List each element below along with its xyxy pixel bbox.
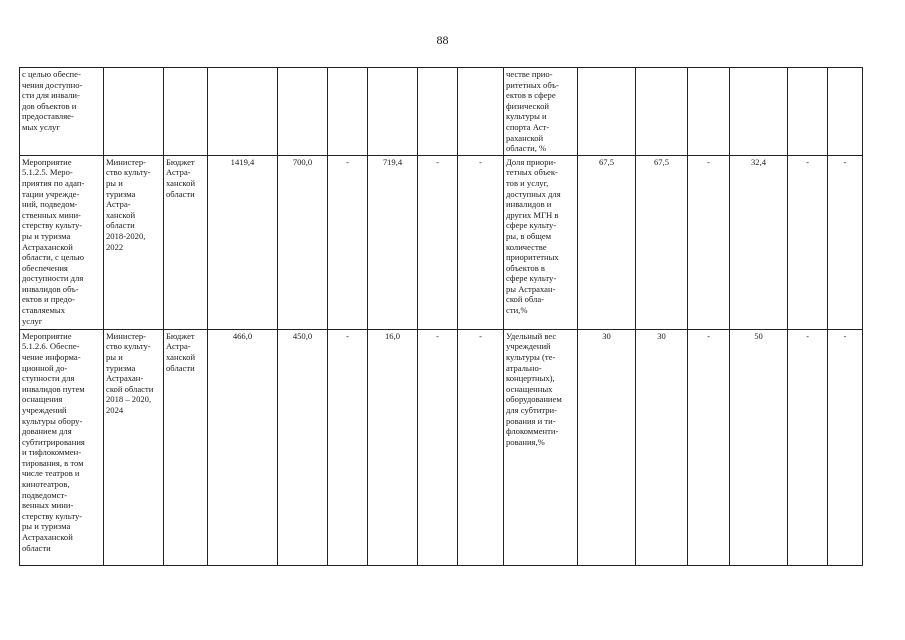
funding-source-cell	[164, 68, 208, 156]
total-cell: 1419,4	[208, 155, 278, 329]
indicator-value-cell: -	[828, 329, 863, 565]
year-value-cell	[418, 68, 458, 156]
total-cell: 466,0	[208, 329, 278, 565]
indicator-value-cell: -	[688, 155, 730, 329]
year-value-cell: 719,4	[368, 155, 418, 329]
indicator-cell: честве прио- ритетных объ- ектов в сфере физической культуры и спорта Аст- раханской области, %	[504, 68, 578, 156]
year-value-cell: -	[458, 155, 504, 329]
executor-cell: Министер- ство культу- ры и туризма Астра- ханской области 2018-2020, 2022	[104, 155, 164, 329]
year-value-cell: 16,0	[368, 329, 418, 565]
year-value-cell	[368, 68, 418, 156]
indicator-value-cell: 67,5	[578, 155, 636, 329]
total-cell	[208, 68, 278, 156]
funding-source-cell: Бюджет Астра- ханской области	[164, 155, 208, 329]
year-value-cell	[278, 68, 328, 156]
activity-cell: Мероприятие 5.1.2.5. Меро- приятия по адап- тации учрежде- ний, подведом- ственных мини- стерству культу- ры и туризма Астраханской области, с целью обеспечения доступности для инвалидов объ- ектов и предо- ставляемых услуг	[20, 155, 104, 329]
year-value-cell: -	[418, 329, 458, 565]
year-value-cell: -	[328, 155, 368, 329]
indicator-value-cell: -	[788, 329, 828, 565]
year-value-cell	[458, 68, 504, 156]
indicator-value-cell	[788, 68, 828, 156]
indicator-value-cell: 32,4	[730, 155, 788, 329]
indicator-value-cell: -	[788, 155, 828, 329]
year-value-cell: -	[418, 155, 458, 329]
activity-cell: Мероприятие 5.1.2.6. Обеспе- чение информа- ционной до- ступности для инвалидов путем оснащения учреждений культуры обору- дованием для субтитрирования и тифлокоммен- тирования, в том числе театров и кинотеатров, подведомст- венных мини- стерству культу- ры и туризма Астраханской области	[20, 329, 104, 565]
funding-source-cell: Бюджет Астра- ханской области	[164, 329, 208, 565]
executor-cell	[104, 68, 164, 156]
indicator-value-cell	[730, 68, 788, 156]
table-row	[20, 329, 863, 565]
year-value-cell: -	[458, 329, 504, 565]
executor-cell: Министер- ство культу- ры и туризма Астрахан- ской области 2018 – 2020, 2024	[104, 329, 164, 565]
program-activities-table	[19, 67, 863, 566]
indicator-value-cell	[828, 68, 863, 156]
indicator-value-cell: 30	[636, 329, 688, 565]
table-row	[20, 155, 863, 329]
year-value-cell: 700,0	[278, 155, 328, 329]
indicator-value-cell: 30	[578, 329, 636, 565]
indicator-value-cell	[636, 68, 688, 156]
indicator-value-cell: -	[828, 155, 863, 329]
activity-cell: с целью обеспе- чения доступно- сти для инвали- дов объектов и предоставляе- мых услуг	[20, 68, 104, 156]
indicator-value-cell: 50	[730, 329, 788, 565]
indicator-cell: Удельный вес учреждений культуры (те- атрально- концертных), оснащенных оборудованием для субтитри- рования и ти- флокомменти- рования,%	[504, 329, 578, 565]
table-row	[20, 68, 863, 156]
year-value-cell: 450,0	[278, 329, 328, 565]
indicator-value-cell: 67,5	[636, 155, 688, 329]
year-value-cell: -	[328, 329, 368, 565]
indicator-value-cell	[578, 68, 636, 156]
indicator-value-cell: -	[688, 329, 730, 565]
indicator-cell: Доля приори- тетных объек- тов и услуг, доступных для инвалидов и других МГН в сфере культу- ры, в общем количестве приоритетных объектов в сфере культу- ры Астрахан- ской обла- сти,%	[504, 155, 578, 329]
page-number: 88	[436, 33, 449, 47]
indicator-value-cell	[688, 68, 730, 156]
year-value-cell	[328, 68, 368, 156]
